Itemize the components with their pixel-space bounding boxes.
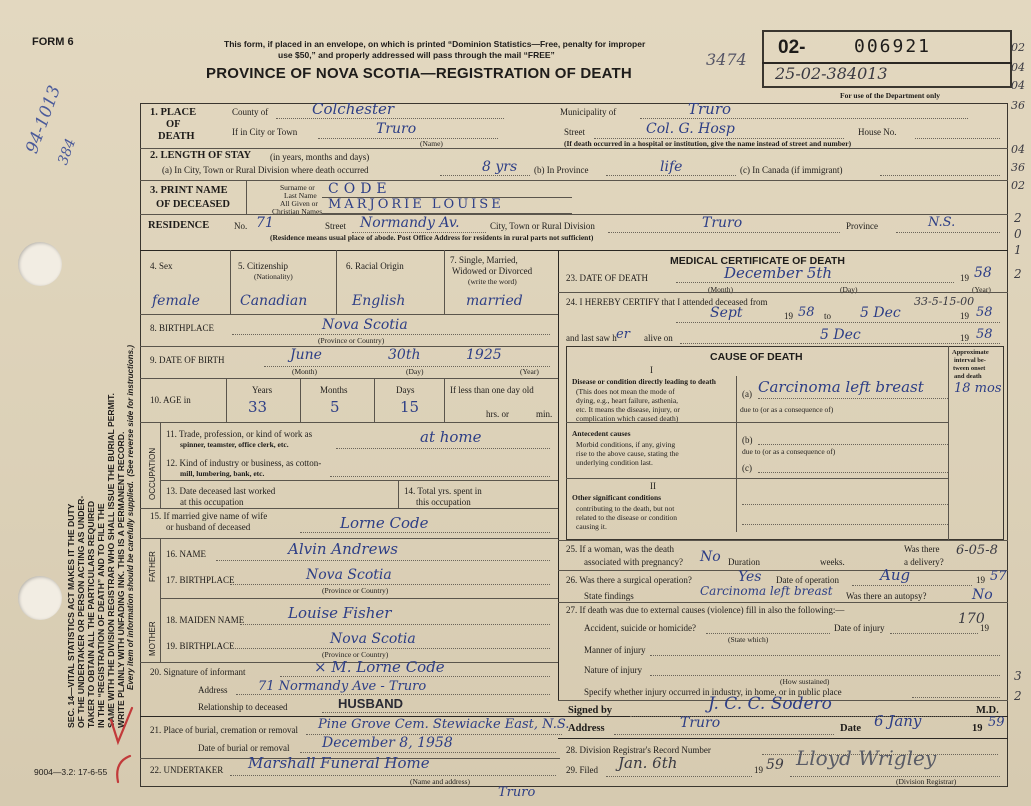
- physician-signature: J. C. C. Sodero: [708, 694, 832, 714]
- informant-signature: × M. Lorne Code: [314, 658, 445, 676]
- marital-value: married: [466, 293, 523, 309]
- filed-date-value: Jan. 6th: [618, 754, 678, 772]
- medical-title: MEDICAL CERTIFICATE OF DEATH: [670, 255, 845, 267]
- last-seen-alive-value: 5 Dec: [820, 327, 861, 343]
- handwritten-ref: 94-1013: [22, 82, 66, 157]
- city-value: Truro: [376, 121, 417, 137]
- autopsy-value: No: [972, 587, 993, 603]
- margin-num: 02: [1011, 41, 1025, 54]
- cause-title: CAUSE OF DEATH: [710, 351, 803, 363]
- dob-day-value: 30th: [388, 347, 421, 363]
- punch-hole-top: [18, 242, 62, 286]
- place-street-value: Col. G. Hosp: [646, 121, 735, 137]
- date-of-death-value: December 5th: [724, 264, 833, 282]
- residence-province-value: N.S.: [928, 215, 956, 230]
- handwritten-170: 170: [958, 611, 985, 627]
- county-value: Colchester: [312, 100, 395, 118]
- pregnancy-value: No: [700, 549, 721, 565]
- handwritten-3474: 3474: [706, 50, 747, 69]
- municipality-value: Truro: [688, 100, 732, 118]
- dob-year-value: 1925: [466, 347, 502, 363]
- form-code: 9004—3.2: 17-6-55: [34, 767, 108, 777]
- mother-birthplace-value: Nova Scotia: [330, 631, 416, 647]
- handwritten-384: 384: [55, 136, 80, 168]
- death-registration-form: SEC. 14—VITAL STATISTICS ACT MAKES IT THE DUTY OF THE UNDERTAKER OR PERSON ACTING AS UNDER- TAKER TO OBTAIN ALL THE PARTICULARS REQUIRED IN THE “REGISTRATION OF DEATH” AND TO FILE THE SAME WITH THE DIVISION REGISTRAR WHO SHALL ISSUE THE BURIAL PERMIT. WRITE PLAINLY WITH UNFADING INK. THIS IS A PERMANENT RECORD. Every item of information should be carefully supplied. (See reverse side for instructions.) FORM 6 94-1013 384 This form, if placed in an envelope, on which is printed “Dominion Statistics—Free, penalty for improper use $50,” and properly addressed will pass through the mail “FREE” PROVINCE OF NOVA SCOTIA—REGISTRATION OF DEATH 3474 02- 006921 25-02-384013 For use of the Department only 02 04 04 36 04 36 02 2 0 1 2 3 2 1. PLACE OF DEATH County of Colchester Municipality of Truro If in City or Town Truro (Name) Street Col. G. Hosp House No. (If death occurred in a hospital or institution, give the name instead of street and number) 2. LENGTH OF STAY (in years, months and days) (a) In City, Town or Rural Division where death occurred 8 yrs (b) In Province life (c) In Canada (if immigrant) 3. PRINT NAME OF DECEASED Surname or Last Name All Given or Christian Names CODE MARJORIE LOUISE RESIDENCE No. 71 Street Normandy Av. City, Town or Rural Division Truro Province N.S. (Residence means usual place of abode. Post Office Address for residents in rural parts not sufficient) 4. Sex 5. Citizenship (Nationality) 6. Racial Origin 7. Single, Married, Widowed or Divorced (write the word) female Canadian English married 8. BIRTHPLACE Nova Scotia (Province or Country) 9. DATE OF BIRTH June 30th 1925 (Month) (Day) (Year) 10. AGE in Years Months Days 33 5 15 If less than one day old hrs. or min. OCCUPATION 11. Trade, profession, or kind of work as spinner, teamster, office clerk, etc. at home 12. Kind of industry or business, as cotton- mill, lumbering, bank, etc. 13. Date deceased last worked at this occupation 14. Total yrs. spent in this occupation 15. If married give name of wife or husband of deceased Lorne Code FATHER MOTHER 16. NAME Alvin Andrews 17. BIRTHPLACE Nova Scotia (Province or Country) 18. MAIDEN NAME Louise Fisher 19. BIRTHPLACE Nova Scotia (Province or Country) 20. Signature of informant × M. Lorne Code Address 71 Normandy Ave - Truro Relationship to deceased HUSBAND 21. Place of burial, cremation or removal Pine Grove Cem. Stewiacke East, N.S. Date of burial or removal December 8, 1958 22. UNDERTAKER Marshall Funeral Home (Name and address) Truro 9004—3.2: 17-6-55 MEDICAL CERTIFICATE OF DEATH 23. DATE OF DEATH December 5th 19 58 (Month) (Day) (Year) 24. I HEREBY CERTIFY that I attended deceased from Sept 19 58 to 5 Dec 33-5-15-00 19 58 and last saw h er alive on 5 Dec 19 58 CAUSE OF DEATH Approximate interval be- tween onset and death I Disease or condition directly leading to death (This does not mean the mode of dying, e.g., heart failure, asthenia, etc. It means the disease, injury, or complication which caused death) (a) Carcinoma left breast 18 mos due to (or as a consequence of) Antecedent causes Morbid conditions, if any, giving rise to the above cause, stating the underlying condition last. (b) due to (or as a consequence of) (c) II Other significant conditions contributing to the death, but not related to the disease or condition causing it. 25. If a woman, was the death associated with pregnancy? No Duration weeks. Was there a delivery? 6-05-8 26. Was there a surgical operation? Yes Date of operation Aug 19 57 State findings Carcinoma left breast Was there an autopsy? No 27. If death was due to external causes (violence) fill in also the following:— Accident, suicide or homicide? Date of injury 19 170 (State which) Manner of injury Nature of injury (How sustained) Specify whether injury occurred in industry, in home, or in public place Signed by J. C. C. Sodero M.D. Address Truro Date 6 Jany 19 59 28. Division Registrar's Record Number 29. Filed Jan. 6th 19 59 Lloyd Wrigley (Division Registrar): [0, 0, 1031, 806]
- residence-no-value: 71: [256, 215, 274, 231]
- attended-from-value: Sept: [710, 305, 743, 321]
- occupation-side-label: OCCUPATION: [148, 447, 157, 500]
- sidebar-instructions: SEC. 14—VITAL STATISTICS ACT MAKES IT THE DUTY OF THE UNDERTAKER OR PERSON ACTING AS UNDER- TAKER TO OBTAIN ALL THE PARTICULARS REQUIRED IN THE “REGISTRATION OF DEATH” AND TO FILE THE SAME WITH THE DIVISION REGISTRAR WHO SHALL ISSUE THE BURIAL PERMIT. WRITE PLAINLY WITH UNFADING INK. THIS IS A PERMANENT RECORD.: [66, 393, 126, 728]
- stay-city-value: 8 yrs: [482, 159, 518, 175]
- stay-province-value: life: [660, 159, 683, 175]
- red-mark-icon: [112, 752, 134, 786]
- cause-a-interval: 18 mos: [954, 381, 1002, 396]
- age-months-value: 5: [330, 398, 340, 416]
- father-name-value: Alvin Andrews: [288, 540, 399, 558]
- reg-number: 006921: [854, 36, 932, 57]
- father-birthplace-value: Nova Scotia: [306, 567, 392, 583]
- reg-prefix: 02-: [778, 37, 806, 58]
- surname-value: CODE: [328, 181, 392, 197]
- given-names-value: MARJORIE LOUISE: [328, 197, 504, 212]
- cause-a-value: Carcinoma left breast: [758, 378, 924, 396]
- stay-label: 2. LENGTH OF STAY: [150, 150, 252, 161]
- attended-to-value: 5 Dec: [860, 305, 901, 321]
- red-check-mark-icon: [108, 706, 134, 746]
- age-days-value: 15: [400, 398, 420, 416]
- print-name-label: 3. PRINT NAME: [150, 185, 228, 196]
- father-side-label: FATHER: [148, 551, 157, 582]
- undertaker-town: Truro: [498, 785, 536, 800]
- division-registrar-signature: Lloyd Wrigley: [796, 746, 937, 770]
- form-title: PROVINCE OF NOVA SCOTIA—REGISTRATION OF DEATH: [206, 65, 632, 82]
- citizenship-value: Canadian: [240, 293, 308, 309]
- notice-line-2: use $50,” and properly addressed will pass through the mail “FREE”: [278, 50, 555, 60]
- residence-label: RESIDENCE: [148, 220, 210, 231]
- physician-address: Truro: [680, 715, 721, 731]
- birthplace-value: Nova Scotia: [322, 317, 408, 333]
- occupation-value: at home: [420, 428, 482, 446]
- form-number: FORM 6: [32, 36, 74, 48]
- notice-line-1: This form, if placed in an envelope, on which is printed “Dominion Statistics—Free, penalty for improper: [224, 39, 646, 49]
- interval-calc: 33-5-15-00: [914, 295, 975, 308]
- findings-value: Carcinoma left breast: [700, 584, 833, 598]
- relationship-value: HUSBAND: [338, 696, 403, 711]
- residence-city-value: Truro: [702, 215, 743, 231]
- burial-date-value: December 8, 1958: [322, 735, 453, 751]
- delivery-value: 6-05-8: [956, 543, 998, 558]
- place-label: 1. PLACE: [150, 107, 197, 118]
- mother-maiden-name-value: Louise Fisher: [288, 604, 392, 622]
- reg-handwritten: 25-02-384013: [775, 64, 888, 83]
- spouse-value: Lorne Code: [340, 514, 429, 532]
- dob-month-value: June: [290, 347, 322, 363]
- punch-hole-bottom: [18, 576, 62, 620]
- dept-use-note: For use of the Department only: [840, 91, 941, 100]
- mother-side-label: MOTHER: [148, 621, 157, 656]
- burial-place-value: Pine Grove Cem. Stewiacke East, N.S.: [318, 717, 570, 732]
- undertaker-value: Marshall Funeral Home: [248, 754, 430, 772]
- residence-street-value: Normandy Av.: [360, 215, 460, 231]
- operation-date-value: Aug: [880, 566, 911, 584]
- sidebar-note: Every item of information should be carefully supplied. (See reverse side for instructions.): [126, 345, 135, 690]
- sex-value: female: [152, 293, 200, 309]
- surgery-value: Yes: [738, 569, 762, 585]
- informant-address: 71 Normandy Ave - Truro: [258, 679, 427, 694]
- age-years-value: 33: [248, 398, 268, 416]
- racial-origin-value: English: [352, 293, 406, 309]
- physician-date: 6 Jany: [874, 712, 922, 730]
